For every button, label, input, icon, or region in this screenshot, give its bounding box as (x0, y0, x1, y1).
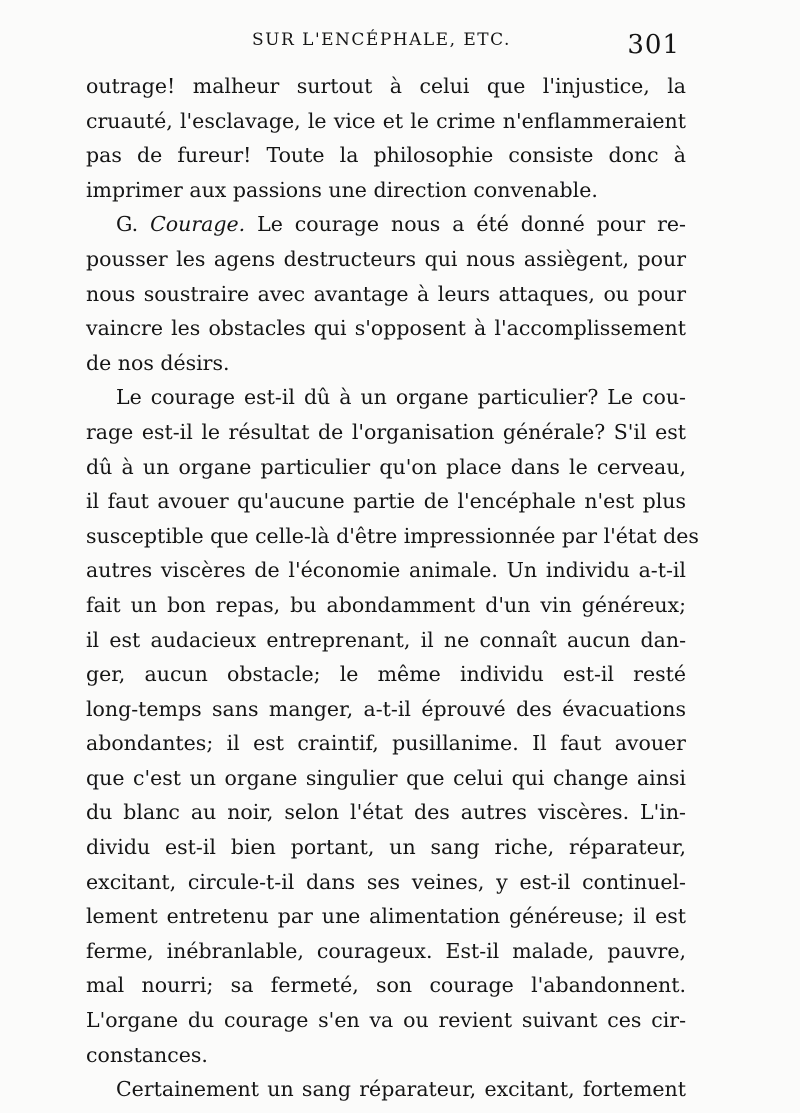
section-heading-line (86, 207, 686, 242)
text-line: lement entretenu par une alimentation généreuse; il est (86, 904, 686, 929)
page-number: 301 (627, 30, 680, 60)
text-line: cruauté, l'esclavage, le vice et le crime n'enflammeraient (86, 108, 686, 133)
text-line: rage est-il le résultat de l'organisation générale? S'il est (86, 419, 686, 444)
text-line: long-temps sans manger, a-t-il éprouvé des évacuations (86, 696, 686, 721)
text-line: pousser les agens destructeurs qui nous assiègent, pour (86, 246, 686, 271)
text-line: vaincre les obstacles qui s'opposent à l'accomplissement (86, 316, 686, 341)
text-line: autres viscères de l'économie animale. Un individu a-t-il (86, 558, 686, 583)
text-line: ferme, inébranlable, courageux. Est-il malade, pauvre, (86, 938, 686, 963)
section-mark: G. (116, 212, 139, 237)
body-text (86, 69, 699, 1107)
text-line: ger, aucun obstacle; le même individu est-il resté (86, 662, 686, 687)
text-line: mal nourri; sa fermeté, son courage l'abandonnent. (86, 973, 686, 998)
section-title: Courage. (150, 212, 246, 237)
text-line: constances. (86, 1042, 208, 1067)
text-line: dividu est-il bien portant, un sang riche, réparateur, (86, 835, 686, 860)
text-line: Le courage est-il dû à un organe particulier? Le cou- (116, 385, 686, 410)
text-line: L'organe du courage s'en va ou revient suivant ces cir- (86, 1008, 686, 1033)
text-line: pas de fureur! Toute la philosophie consiste donc à (86, 143, 686, 168)
text-line: Le courage nous a été donné pour re- (257, 212, 686, 237)
text-line: il est audacieux entreprenant, il ne connaît aucun dan- (86, 627, 686, 652)
text-line: susceptible que celle-là d'être impressionnée par l'état des (86, 523, 699, 548)
text-line: fait un bon repas, bu abondamment d'un vin généreux; (86, 592, 686, 617)
text-line: Certainement un sang réparateur, excitant, fortement (116, 1077, 686, 1102)
text-line: de nos désirs. (86, 350, 230, 375)
running-head: SUR L'ENCÉPHALE, ETC. (252, 30, 511, 50)
text-line: il faut avouer qu'aucune partie de l'encéphale n'est plus (86, 489, 686, 514)
text-line: dû à un organe particulier qu'on place dans le cerveau, (86, 454, 686, 479)
text-line: que c'est un organe singulier que celui qui change ainsi (86, 765, 686, 790)
text-line: excitant, circule-t-il dans ses veines, y est-il continuel- (86, 869, 686, 894)
text-line: nous soustraire avec avantage à leurs attaques, ou pour (86, 281, 686, 306)
text-line: du blanc au noir, selon l'état des autres viscères. L'in- (86, 800, 686, 825)
text-line: abondantes; il est craintif, pusillanime. Il faut avouer (86, 731, 686, 756)
text-line: outrage! malheur surtout à celui que l'injustice, la (86, 74, 686, 98)
text-line: imprimer aux passions une direction convenable. (86, 177, 598, 202)
